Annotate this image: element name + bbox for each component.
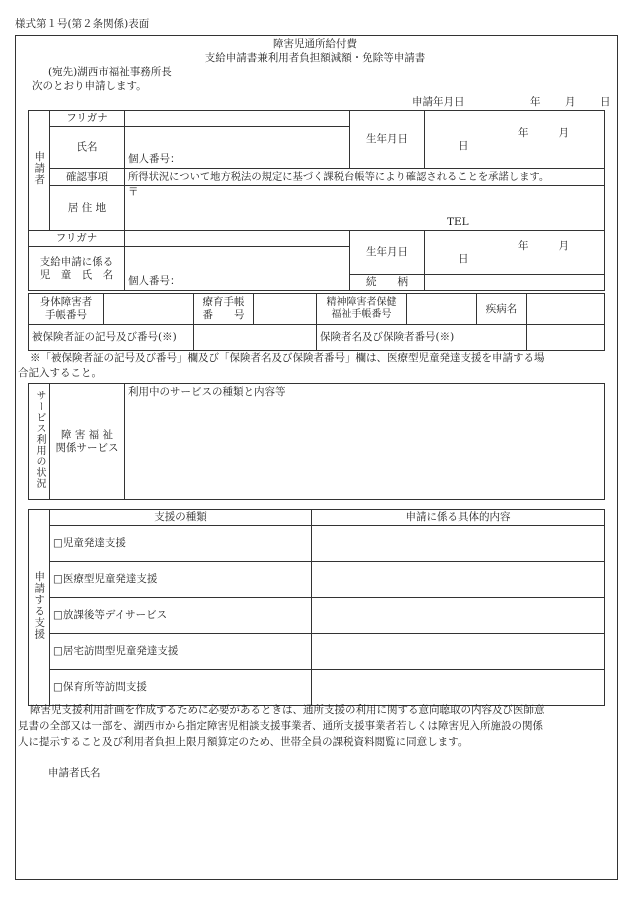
- applicant-signature-label: 申請者氏名: [48, 767, 101, 779]
- support-item-nursery-visit[interactable]: □保育所等訪問支援: [50, 670, 312, 706]
- applicant-birthdate-field[interactable]: 年 月日: [425, 111, 605, 169]
- support-detail-field[interactable]: [312, 526, 605, 562]
- title-line-2: 支給申請書兼利用者負担額減額・免除等申請書: [204, 52, 426, 64]
- insurance-note-line-1: ※「被保険者証の記号及び番号」欄及び「保険者名及び保険者番号」欄は、医療型児童発達支援を申請する場: [30, 352, 545, 364]
- application-date-year: 年: [530, 96, 541, 108]
- form-number: 様式第１号(第２条関係)表面: [15, 18, 150, 30]
- support-table: [28, 509, 605, 706]
- support-item-home-visit[interactable]: □居宅訪問型児童発達支援: [50, 634, 312, 670]
- insured-card-field[interactable]: [194, 325, 317, 351]
- rehab-handbook-field[interactable]: [254, 294, 317, 325]
- service-status-table: [28, 383, 605, 500]
- insurer-label: 保険者名及び保険者番号(※): [317, 325, 527, 351]
- relationship-field[interactable]: [425, 275, 605, 291]
- physical-handbook-field[interactable]: [104, 294, 194, 325]
- relationship-label: 続 柄: [350, 275, 425, 291]
- insurance-note-line-2: 合記入すること。: [18, 367, 102, 379]
- addressee: (宛先)湖西市福祉事務所長: [48, 66, 172, 78]
- support-detail-field[interactable]: [312, 598, 605, 634]
- child-name-field[interactable]: 個人番号：: [125, 247, 350, 291]
- service-status-section: サービス利用の状況: [29, 384, 50, 500]
- applicant-table: [28, 110, 605, 291]
- tel-label: TEL: [447, 216, 469, 228]
- consent-line-1: 障害児支援利用計画を作成するために必要があるときは、通所支援の利用に関する意向聴取の内容及び医師意: [30, 704, 545, 716]
- support-item-medical-development[interactable]: □医療型児童発達支援: [50, 562, 312, 598]
- handbook-table: [28, 293, 605, 351]
- application-date-label: 申請年月日: [412, 96, 465, 108]
- postal-mark: 〒: [128, 186, 139, 198]
- support-section: 申請する支援: [29, 510, 50, 706]
- welfare-service-label: 障 害 福 祉 関係サービス: [50, 384, 125, 500]
- child-name-label: 支給申請に係る 児 童 氏 名: [29, 247, 125, 291]
- applicant-furigana-field[interactable]: [125, 111, 350, 127]
- rehab-handbook-label: 療育手帳 番 号: [194, 294, 254, 325]
- address-label: 居 住 地: [50, 186, 125, 231]
- mental-handbook-label: 精神障害者保健 福祉手帳番号: [317, 294, 407, 325]
- applicant-name-label: 氏名: [50, 127, 125, 169]
- address-field[interactable]: [125, 186, 605, 231]
- support-item-child-development[interactable]: □児童発達支援: [50, 526, 312, 562]
- insurer-field[interactable]: [527, 325, 605, 351]
- child-furigana-field[interactable]: [125, 231, 350, 247]
- service-description-field[interactable]: 利用中のサービスの種類と内容等: [125, 384, 605, 500]
- support-detail-header: 申請に係る具体的内容: [312, 510, 605, 526]
- applicant-name-field[interactable]: 個人番号：: [125, 127, 350, 169]
- support-detail-field[interactable]: [312, 670, 605, 706]
- support-detail-field[interactable]: [312, 562, 605, 598]
- support-type-header: 支援の種類: [50, 510, 312, 526]
- consent-line-2: 見書の全部又は一部を、湖西市から指定障害児相談支援事業者、通所支援事業者若しくは障害児入所施設の関係: [18, 720, 543, 732]
- confirmation-label: 確認事項: [50, 169, 125, 186]
- physical-handbook-label: 身体障害者 手帳番号: [29, 294, 104, 325]
- disease-field[interactable]: [527, 294, 605, 325]
- applicant-section: 申請者: [29, 111, 50, 231]
- support-item-after-school[interactable]: □放課後等デイサービス: [50, 598, 312, 634]
- consent-line-3: 人に提示すること及び利用者負担上限月額算定のため、世帯全員の課税資料閲覧に同意します。: [18, 736, 469, 748]
- child-birthdate-field[interactable]: 年 月日: [425, 231, 605, 275]
- tax-consent-text: 所得状況について地方税法の規定に基づく課税台帳等により確認されることを承諾します。: [125, 169, 605, 186]
- applicant-birthdate-label: 生年月日: [350, 111, 425, 169]
- insured-card-label: 被保険者証の記号及び番号(※): [29, 325, 194, 351]
- title-line-1: 障害児通所給付費: [273, 38, 357, 50]
- applicant-furigana-label: フリガナ: [50, 111, 125, 127]
- child-furigana-label: フリガナ: [29, 231, 125, 247]
- support-detail-field[interactable]: [312, 634, 605, 670]
- intro-text: 次のとおり申請します。: [32, 80, 147, 92]
- application-date-month: 月: [565, 96, 576, 108]
- application-date-day: 日: [600, 96, 611, 108]
- disease-label: 疾病名: [477, 294, 527, 325]
- applicant-signature-field[interactable]: [110, 762, 410, 784]
- mental-handbook-field[interactable]: [407, 294, 477, 325]
- child-birthdate-label: 生年月日: [350, 231, 425, 275]
